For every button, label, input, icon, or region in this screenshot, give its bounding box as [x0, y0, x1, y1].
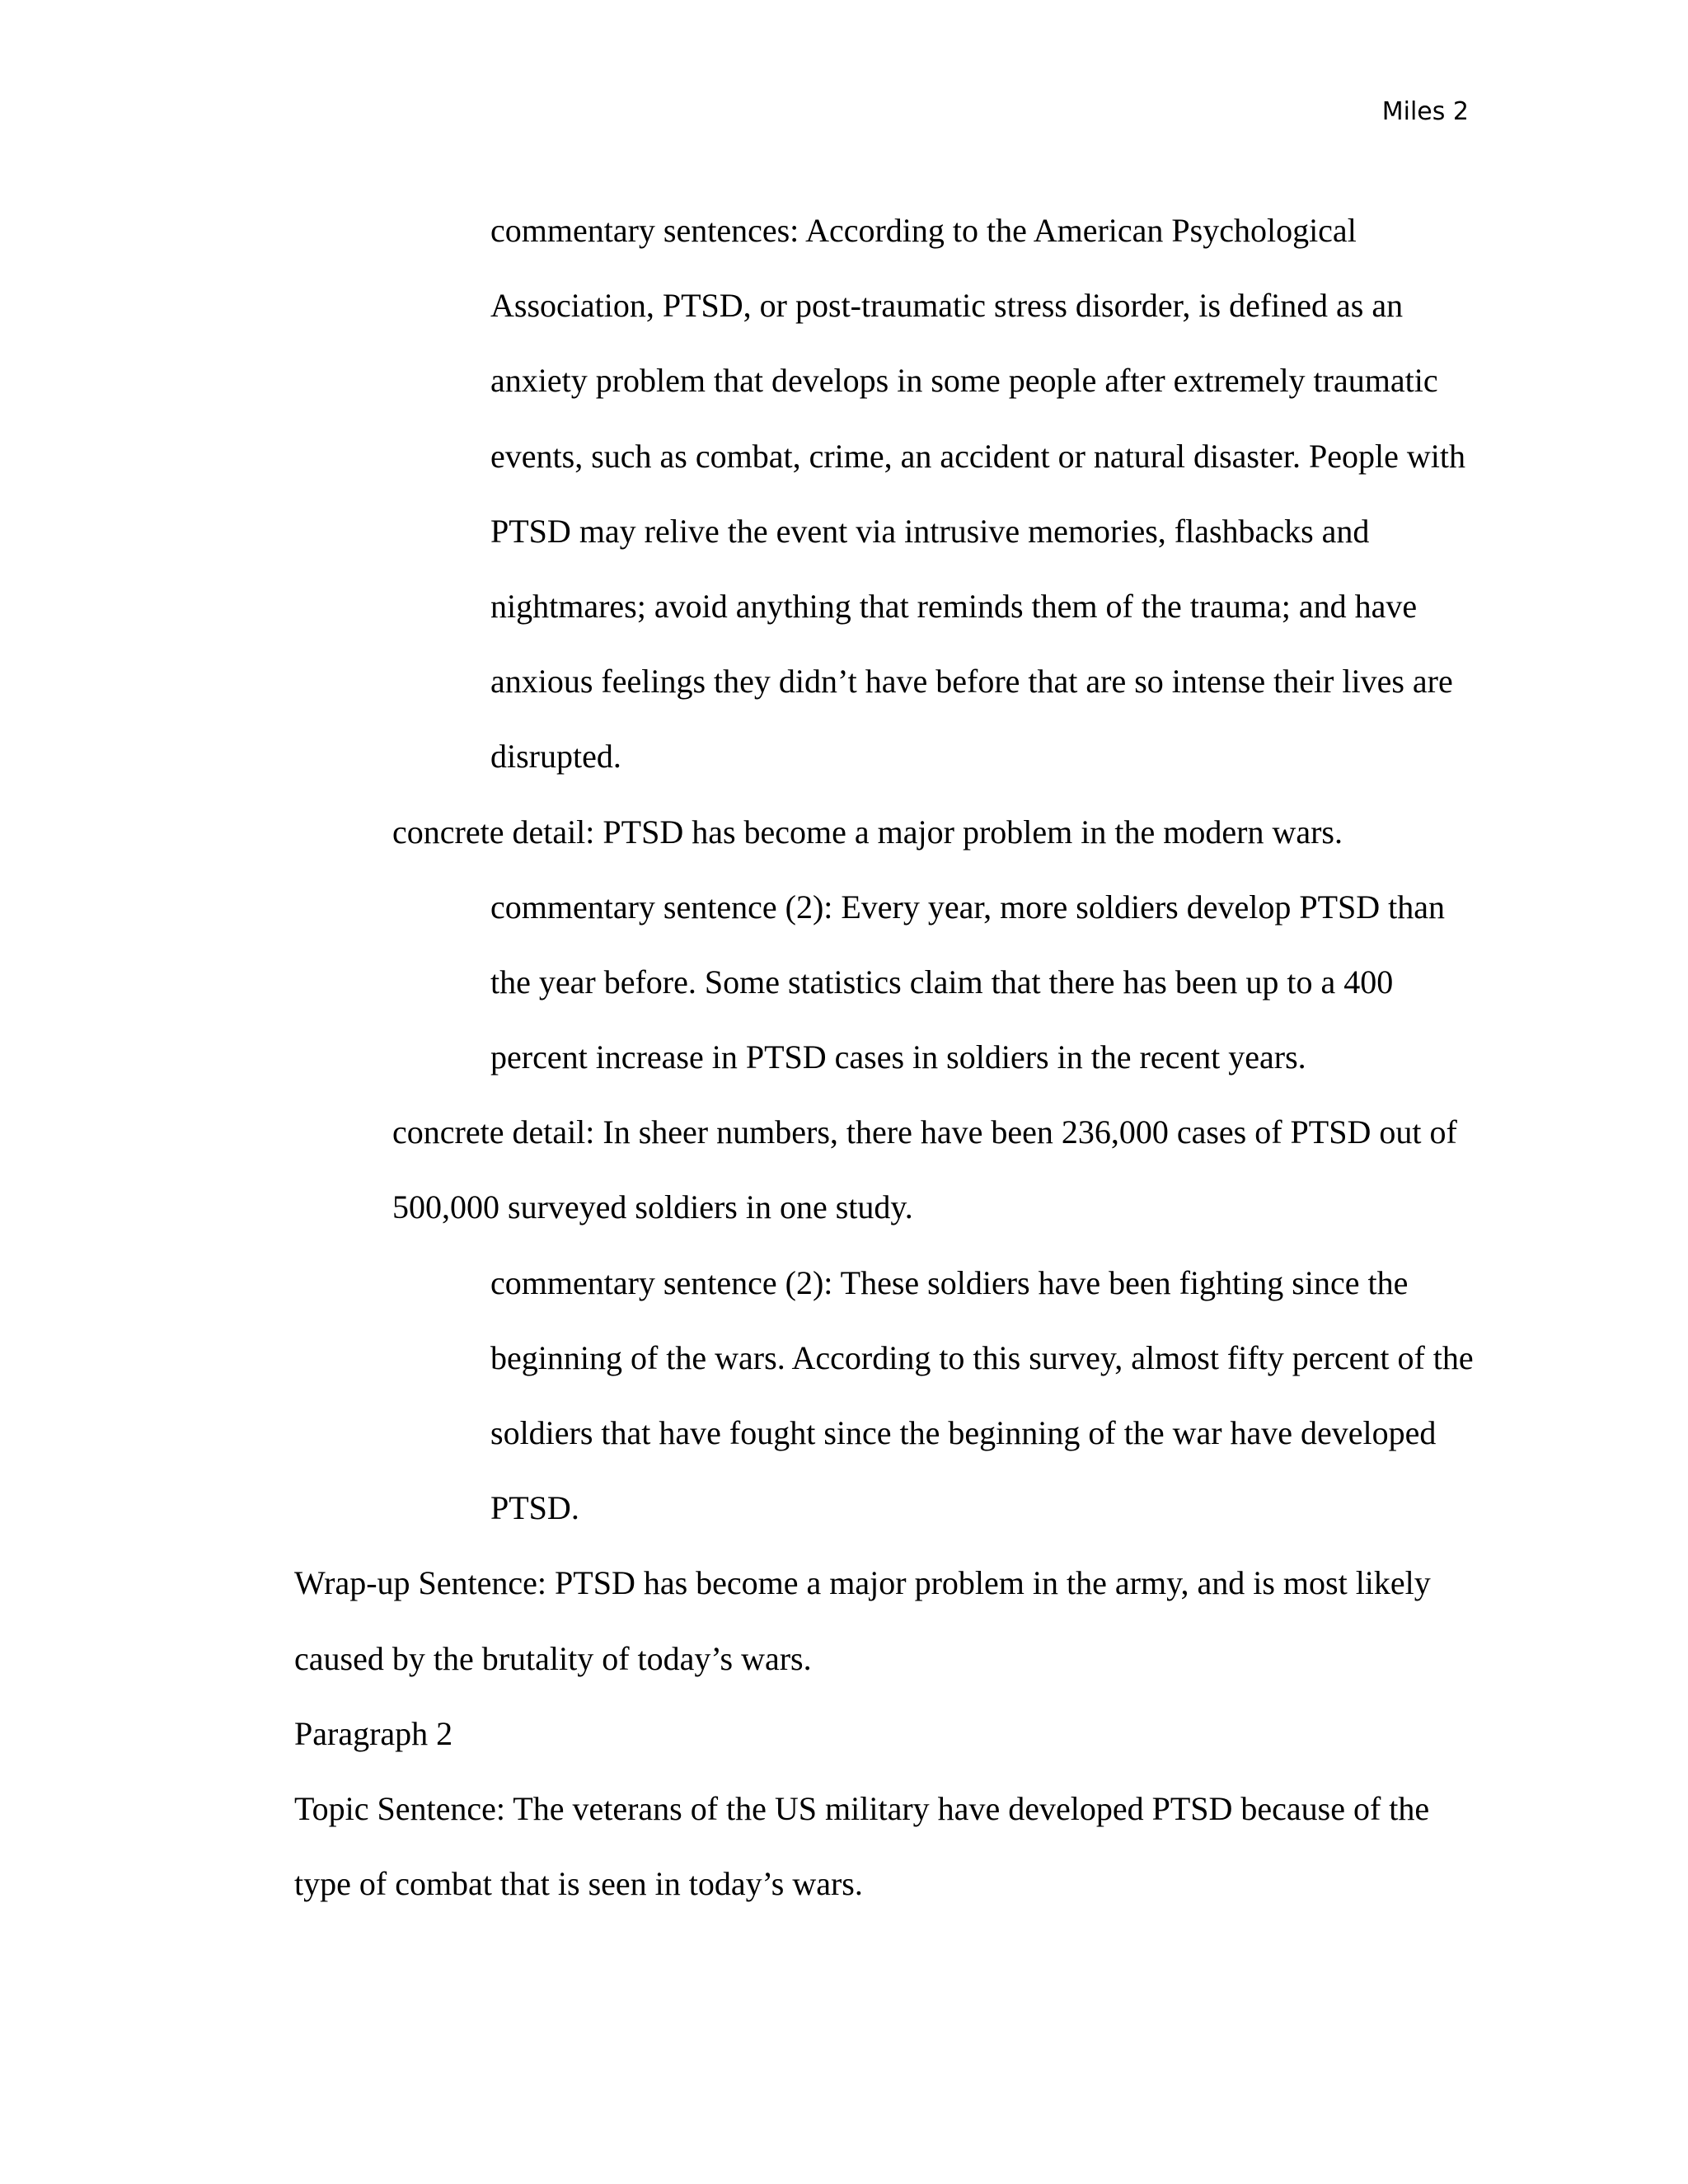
commentary-line: the year before. Some statistics claim that there has been up to a 400: [490, 963, 1394, 1001]
commentary-line: nightmares; avoid anything that reminds them of the trauma; and have: [490, 587, 1418, 625]
commentary-line: PTSD.: [490, 1489, 579, 1527]
commentary-line: disrupted.: [490, 738, 621, 776]
paragraph-heading: Paragraph 2: [294, 1714, 453, 1752]
wrap-up-line: Wrap-up Sentence: PTSD has become a major problem in the army, and is most likely: [294, 1564, 1431, 1602]
concrete-detail-line: concrete detail: In sheer numbers, there have been 236,000 cases of PTSD out of: [392, 1113, 1457, 1151]
commentary-line: commentary sentences: According to the American Psychological: [490, 212, 1357, 249]
commentary-line: beginning of the wars. According to this survey, almost fifty percent of the: [490, 1338, 1474, 1376]
document-body: [294, 193, 1498, 1921]
commentary-line: PTSD may relive the event via intrusive memories, flashbacks and: [490, 512, 1370, 550]
commentary-line: commentary sentence (2): These soldiers have been fighting since the: [490, 1263, 1409, 1301]
commentary-line: commentary sentence (2): Every year, more soldiers develop PTSD than: [490, 888, 1446, 926]
commentary-line: events, such as combat, crime, an accident or natural disaster. People with: [490, 437, 1465, 475]
topic-sentence-line: type of combat that is seen in today’s wars.: [294, 1865, 863, 1903]
commentary-line: percent increase in PTSD cases in soldiers in the recent years.: [490, 1038, 1306, 1076]
commentary-line: anxiety problem that develops in some people after extremely traumatic: [490, 362, 1438, 400]
commentary-line: anxious feelings they didn’t have before that are so intense their lives are: [490, 663, 1453, 701]
running-head: Miles 2: [1381, 97, 1469, 126]
concrete-detail-line: 500,000 surveyed soldiers in one study.: [392, 1188, 913, 1226]
commentary-line: Association, PTSD, or post-traumatic stress disorder, is defined as an: [490, 287, 1404, 325]
wrap-up-line: caused by the brutality of today’s wars.: [294, 1639, 812, 1677]
topic-sentence-line: Topic Sentence: The veterans of the US military have developed PTSD because of the: [294, 1789, 1430, 1827]
concrete-detail-line: concrete detail: PTSD has become a major problem in the modern wars.: [392, 813, 1343, 851]
commentary-line: soldiers that have fought since the beginning of the war have developed: [490, 1414, 1437, 1451]
